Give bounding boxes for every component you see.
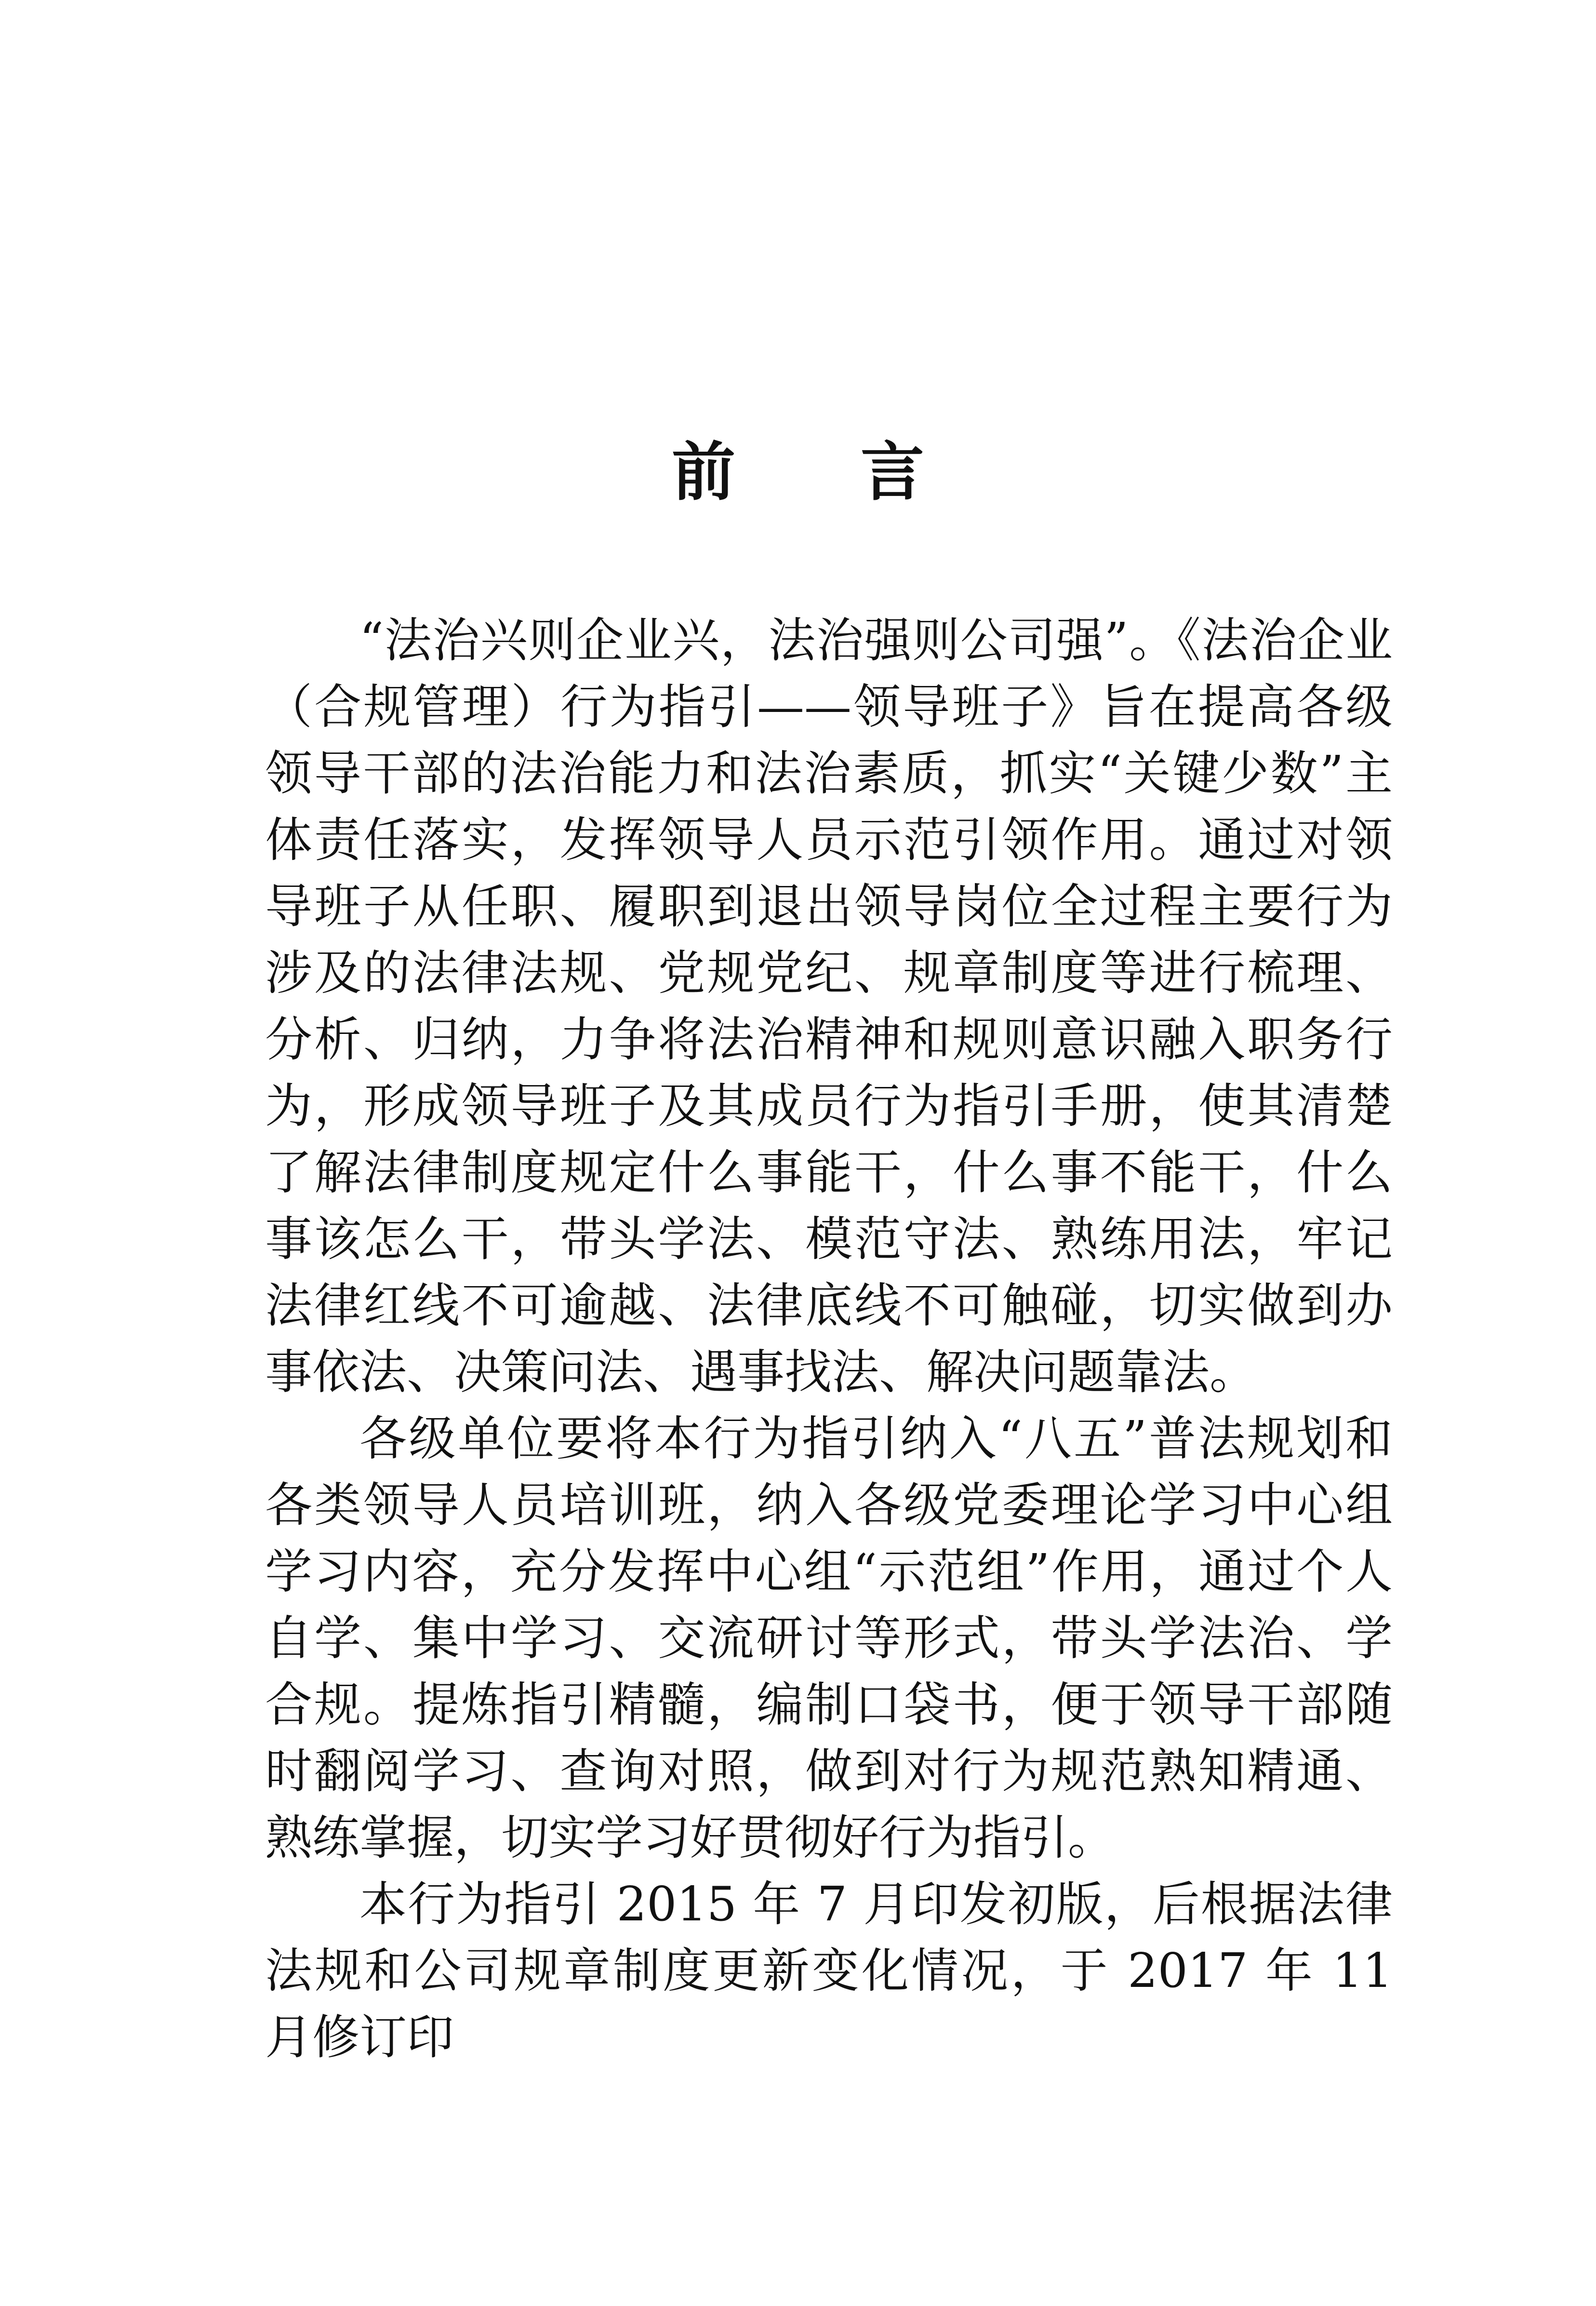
- title-char-1: 前: [672, 435, 735, 509]
- paragraph-2: 各级单位要将本行为指引纳入“八五”普法规划和各类领导人员培训班，纳入各级党委理论学习中心组学习内容，充分发挥中心组“示范组”作用，通过个人自学、集中学习、交流研讨等形式，带头学法治、学合规。提炼指引精髓，编制口袋书，便于领导干部随时翻阅学习、查询对照，做到对行为规范熟知精通、熟练掌握，切实学习好贯彻好行为指引。: [265, 1411, 1393, 1865]
- paragraph-3: 本行为指引 2015 年 7 月印发初版，后根据法律法规和公司规章制度更新变化情况，于 2017 年 11 月修订印: [265, 1877, 1393, 2065]
- paragraph-1: “法治兴则企业兴，法治强则公司强”。《法治企业（合规管理）行为指引——领导班子》旨在提高各级领导干部的法治能力和法治素质，抓实“关键少数”主体责任落实，发挥领导人员示范引领作用。通过对领导班子从任职、履职到退出领导岗位全过程主要行为涉及的法律法规、党规党纪、规章制度等进行梳理、分析、归纳，力争将法治精神和规则意识融入职务行为，形成领导班子及其成员行为指引手册，使其清楚了解法律制度规定什么事能干，什么事不能干，什么事该怎么干，带头学法、模范守法、熟练用法，牢记法律红线不可逾越、法律底线不可触碰，切实做到办事依法、决策问法、遇事找法、解决问题靠法。: [265, 613, 1393, 1400]
- page-title: [0, 434, 1596, 511]
- title-char-2: 言: [861, 435, 924, 509]
- body-text: [265, 607, 1393, 2071]
